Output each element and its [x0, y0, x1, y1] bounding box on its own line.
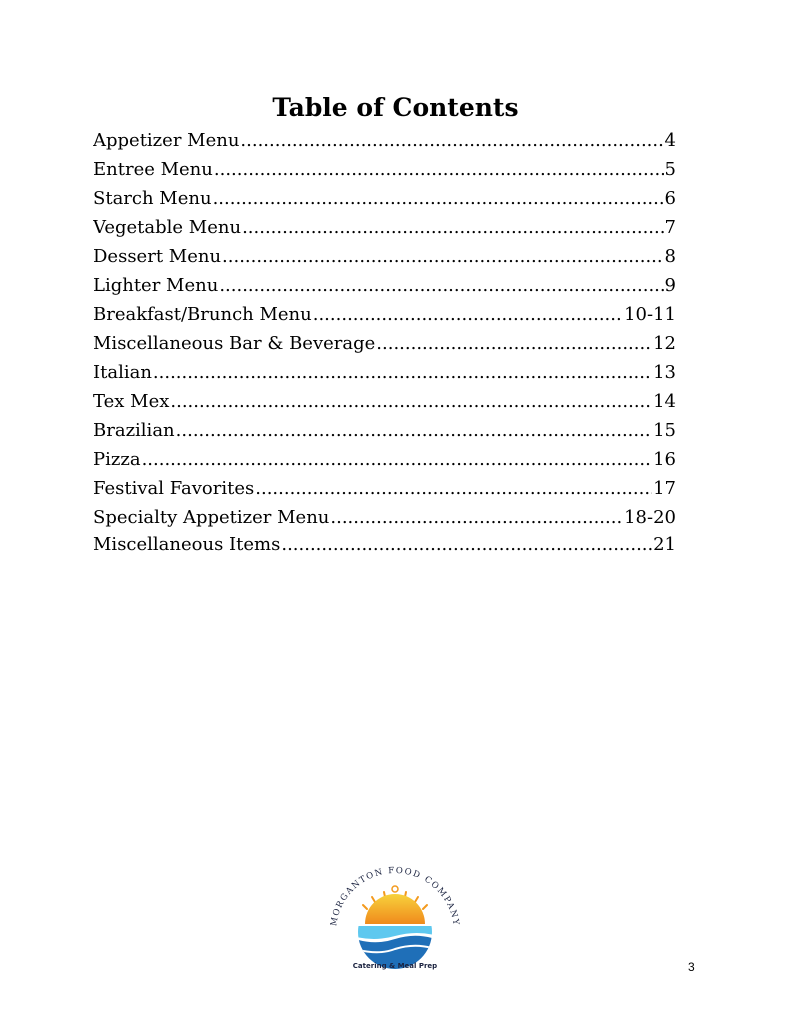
- toc-entry-page: 7: [664, 217, 676, 238]
- toc-entry-label: Entree Menu: [93, 159, 213, 180]
- toc-leader-dots: [376, 329, 652, 358]
- toc-entry-page: 10-11: [624, 304, 676, 325]
- ray: [363, 905, 367, 909]
- toc-entry-page: 18-20: [624, 507, 676, 528]
- ray: [415, 897, 418, 902]
- toc-leader-dots: [176, 416, 652, 445]
- toc-entry[interactable]: [93, 184, 676, 213]
- toc-entry-label: Pizza: [93, 449, 141, 470]
- toc-entry[interactable]: [93, 300, 676, 329]
- toc-leader-dots: [240, 126, 663, 155]
- toc-entry-label: Miscellaneous Bar & Beverage: [93, 333, 376, 354]
- toc-entry-page: 9: [664, 275, 676, 296]
- toc-leader-dots: [255, 474, 652, 503]
- toc-entry-label: Vegetable Menu: [93, 217, 242, 238]
- toc-entry-label: Starch Menu: [93, 188, 212, 209]
- toc-leader-dots: [219, 271, 663, 300]
- toc-entry-page: 8: [664, 246, 676, 267]
- toc-entry[interactable]: [93, 213, 676, 242]
- toc-entry-label: Lighter Menu: [93, 275, 219, 296]
- toc-entry[interactable]: [93, 503, 676, 532]
- toc-leader-dots: [313, 300, 623, 329]
- ray: [372, 897, 375, 902]
- toc-entry-page: 21: [653, 534, 676, 555]
- toc-leader-dots: [170, 387, 652, 416]
- toc-entry[interactable]: [93, 532, 676, 557]
- cloche-knob: [392, 886, 398, 892]
- toc-entry-label: Specialty Appetizer Menu: [93, 507, 330, 528]
- toc-entry-label: Dessert Menu: [93, 246, 222, 267]
- toc-entry-page: 6: [664, 188, 676, 209]
- ray: [423, 905, 427, 909]
- toc-entry[interactable]: [93, 329, 676, 358]
- toc-entry-label: Miscellaneous Items: [93, 534, 281, 555]
- toc-entry[interactable]: [93, 358, 676, 387]
- toc-entry-label: Appetizer Menu: [93, 130, 240, 151]
- logo-tagline: Catering & Meal Prep: [352, 962, 438, 970]
- toc-entry[interactable]: [93, 155, 676, 184]
- toc-leader-dots: [242, 213, 663, 242]
- toc-entry-page: 13: [653, 362, 676, 383]
- toc-entry-page: 14: [653, 391, 676, 412]
- toc-leader-dots: [214, 155, 664, 184]
- toc-entry[interactable]: [93, 126, 676, 155]
- logo-arc-textpath: MORGANTON FOOD COMPANY: [329, 865, 461, 927]
- toc-entry[interactable]: [93, 416, 676, 445]
- toc-entry-page: 16: [653, 449, 676, 470]
- toc-entry-page: 15: [653, 420, 676, 441]
- toc-entry-label: Brazilian: [93, 420, 175, 441]
- toc-entry-page: 17: [653, 478, 676, 499]
- toc-entry[interactable]: [93, 387, 676, 416]
- toc-entry[interactable]: [93, 474, 676, 503]
- toc-leader-dots: [281, 532, 652, 557]
- toc-entry-label: Breakfast/Brunch Menu: [93, 304, 312, 325]
- toc-entry-label: Tex Mex: [93, 391, 170, 412]
- toc-entry-page: 5: [664, 159, 676, 180]
- page-number: 3: [688, 960, 695, 974]
- toc-list: [93, 126, 676, 557]
- toc-leader-dots: [142, 445, 653, 474]
- toc-leader-dots: [213, 184, 664, 213]
- toc-leader-dots: [153, 358, 652, 387]
- toc-leader-dots: [330, 503, 623, 532]
- toc-entry[interactable]: [93, 445, 676, 474]
- toc-leader-dots: [222, 242, 664, 271]
- toc-entry-label: Festival Favorites: [93, 478, 255, 499]
- toc-entry-label: Italian: [93, 362, 152, 383]
- toc-entry-page: 12: [653, 333, 676, 354]
- toc-entry[interactable]: [93, 242, 676, 271]
- toc-entry-page: 4: [664, 130, 676, 151]
- toc-entry[interactable]: [93, 271, 676, 300]
- page-title: Table of Contents: [272, 93, 519, 122]
